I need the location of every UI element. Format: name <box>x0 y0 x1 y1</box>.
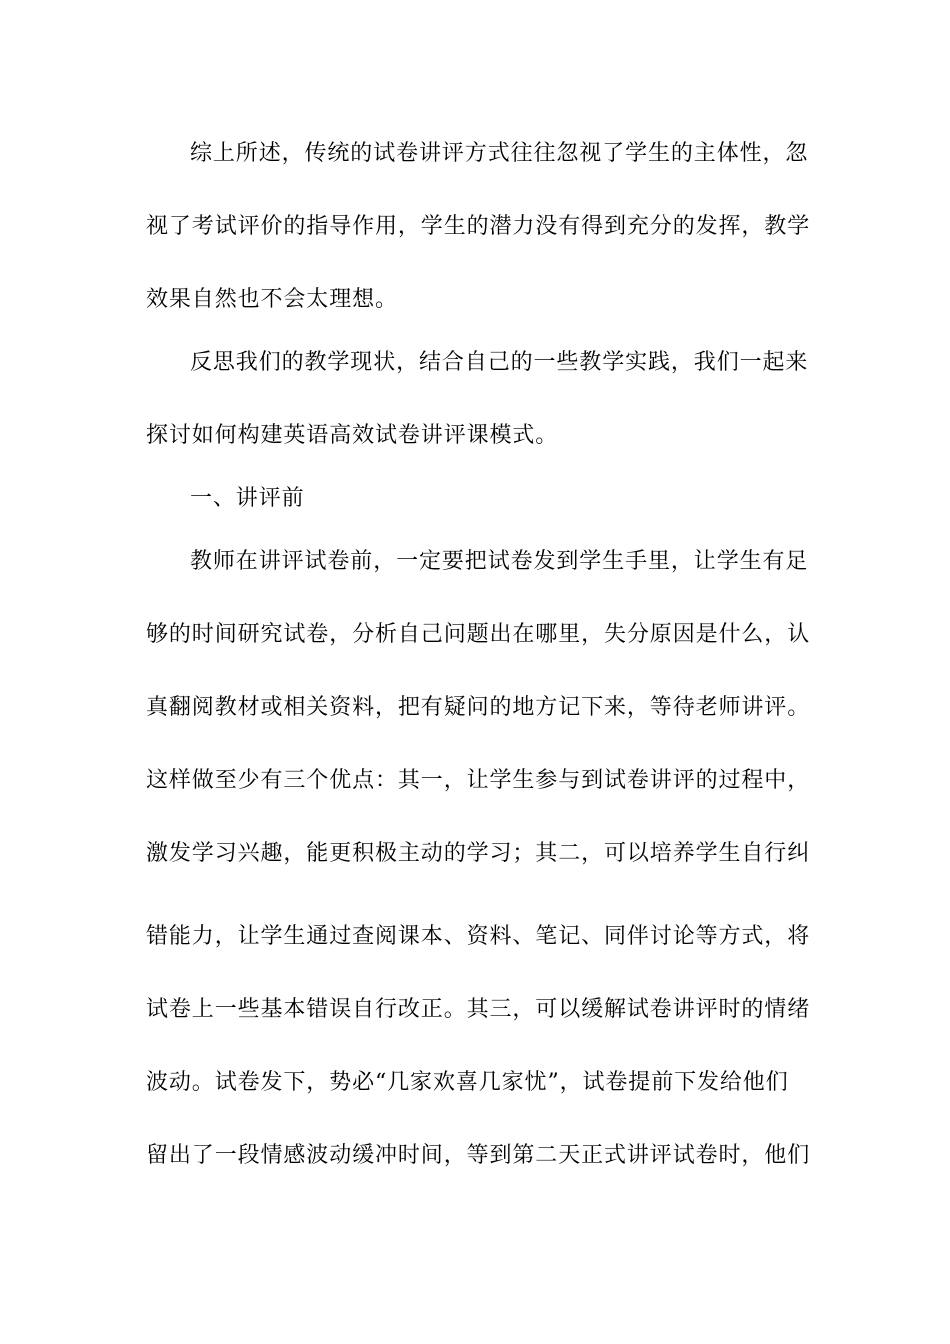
paragraph-line: 试卷上一些基本错误自行改正。其三，可以缓解试卷讲评时的情绪 <box>146 997 811 1022</box>
paragraph-line: 视了考试评价的指导作用，学生的潜力没有得到充分的发挥，教学 <box>146 214 811 239</box>
paragraph-line: 波动。试卷发下，势必“几家欢喜几家忧”，试卷提前下发给他们 <box>146 1070 789 1095</box>
paragraph-line: 综上所述，传统的试卷讲评方式往往忽视了学生的主体性，忽 <box>190 141 809 166</box>
paragraph-line: 教师在讲评试卷前，一定要把试卷发到学生手里，让学生有足 <box>190 549 809 574</box>
paragraph-line: 反思我们的教学现状，结合自己的一些教学实践，我们一起来 <box>190 350 809 375</box>
paragraph-line: 效果自然也不会太理想。 <box>146 287 398 312</box>
paragraph-line: 够的时间研究试卷，分析自己问题出在哪里，失分原因是什么，认 <box>146 622 811 647</box>
paragraph-line: 真翻阅教材或相关资料，把有疑问的地方记下来，等待老师讲评。 <box>146 695 811 720</box>
paragraph-line: 错能力，让学生通过查阅课本、资料、笔记、同伴讨论等方式，将 <box>146 924 811 949</box>
paragraph-line: 这样做至少有三个优点：其一，让学生参与到试卷讲评的过程中， <box>146 768 811 793</box>
paragraph-line: 激发学习兴趣，能更积极主动的学习；其二，可以培养学生自行纠 <box>146 841 811 866</box>
section-heading: 一、讲评前 <box>190 486 305 511</box>
paragraph-line: 探讨如何构建英语高效试卷讲评课模式。 <box>146 423 559 448</box>
paragraph-line: 留出了一段情感波动缓冲时间，等到第二天正式讲评试卷时，他们 <box>146 1143 811 1168</box>
